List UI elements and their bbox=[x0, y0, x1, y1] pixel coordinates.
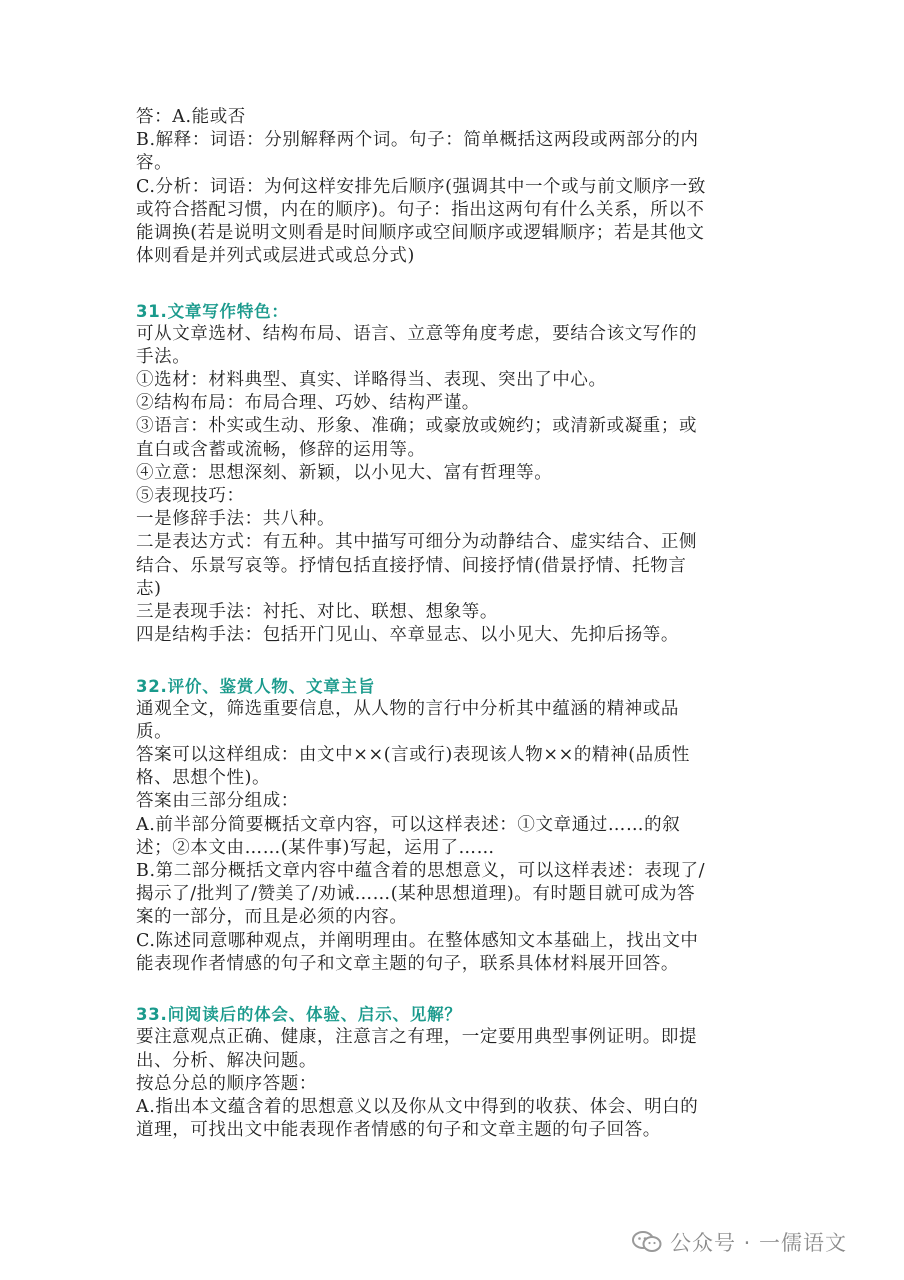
intro-answer-block bbox=[136, 106, 766, 268]
account-watermark bbox=[632, 1227, 847, 1257]
text-line: A.前半部分简要概括文章内容，可以这样表述：①文章通过……的叙 bbox=[136, 814, 681, 835]
text-line: C.陈述同意哪种观点，并阐明理由。在整体感知文本基础上，找出文中 bbox=[136, 930, 699, 951]
text-line: 出、分析、解决问题。 bbox=[136, 1050, 317, 1071]
text-line: 能表现作者情感的句子和文章主题的句子，联系具体材料展开回答。 bbox=[136, 953, 679, 974]
text-line: 答：A.能或否 bbox=[136, 107, 246, 127]
text-line: ⑤表现技巧： bbox=[136, 486, 245, 506]
section-32 bbox=[136, 675, 766, 976]
text-line: 质。 bbox=[136, 721, 173, 742]
text-line: 能调换(若是说明文则看是时间顺序或空间顺序或逻辑顺序；若是其他文 bbox=[136, 222, 705, 243]
text-line: 述；②本文由……(某件事)写起，运用了…… bbox=[136, 837, 495, 858]
text-line: 直白或含蓄或流畅，修辞的运用等。 bbox=[136, 439, 426, 460]
text-line: 格、思想个性)。 bbox=[136, 768, 271, 789]
text-line: ④立意：思想深刻、新颖，以小见大、富有哲理等。 bbox=[136, 462, 553, 483]
section-31 bbox=[136, 300, 766, 648]
text-line: 可从文章选材、结构布局、语言、立意等角度考虑，要结合该文写作的 bbox=[136, 323, 698, 344]
text-line: 结合、乐景写哀等。抒情包括直接抒情、间接抒情(借景抒情、托物言 bbox=[136, 555, 687, 576]
text-line: 一是修辞手法：共八种。 bbox=[136, 509, 336, 530]
text-line: 要注意观点正确、健康，注意言之有理，一定要用典型事例证明。即提 bbox=[136, 1027, 698, 1048]
document-page bbox=[136, 106, 766, 1142]
text-line: 或符合搭配习惯，内在的顺序)。句子：指出这两句有什么关系，所以不 bbox=[136, 199, 705, 220]
watermark-text: 公众号 · 一儒语文 bbox=[670, 1231, 848, 1255]
text-line: 手法。 bbox=[136, 346, 191, 367]
text-line: B.解释：词语：分别解释两个词。句子：简单概括这两段或两部分的内 bbox=[136, 130, 699, 151]
text-line: B.第二部分概括文章内容中蕴含着的思想意义，可以这样表述：表现了/ bbox=[136, 861, 706, 881]
section-33 bbox=[136, 1003, 766, 1142]
text-line: 志) bbox=[136, 578, 162, 599]
text-line: 二是表达方式：有五种。其中描写可细分为动静结合、虚实结合、正侧 bbox=[136, 532, 698, 553]
section-heading: 32.评价、鉴赏人物、文章主旨 bbox=[136, 676, 376, 696]
wechat-official-account-icon bbox=[632, 1230, 662, 1254]
text-line: ①选材：材料典型、真实、详略得当、表现、突出了中心。 bbox=[136, 370, 607, 391]
text-line: 四是结构手法：包括开门见山、卒章显志、以小见大、先抑后扬等。 bbox=[136, 625, 679, 646]
text-line: 道理，可找出文中能表现作者情感的句子和文章主题的句子回答。 bbox=[136, 1120, 661, 1141]
section-heading: 33.问阅读后的体会、体验、启示、见解？ bbox=[136, 1005, 462, 1025]
text-line: 答案由三部分组成： bbox=[136, 791, 299, 812]
text-line: 容。 bbox=[136, 153, 173, 174]
text-line: 体则看是并列式或层进式或总分式) bbox=[136, 246, 415, 267]
text-line: 案的一部分，而且是必须的内容。 bbox=[136, 907, 408, 928]
section-heading: 31.文章写作特色： bbox=[136, 301, 289, 321]
text-line: 按总分总的顺序答题： bbox=[136, 1073, 317, 1094]
text-line: 通观全文，筛选重要信息，从人物的言行中分析其中蕴涵的精神或品 bbox=[136, 698, 679, 719]
text-line: 答案可以这样组成：由文中××(言或行)表现该人物××的精神(品质性 bbox=[136, 745, 690, 766]
text-line: C.分析：词语：为何这样安排先后顺序(强调其中一个或与前文顺序一致 bbox=[136, 176, 706, 197]
text-line: A.指出本文蕴含着的思想意义以及你从文中得到的收获、体会、明白的 bbox=[136, 1096, 699, 1117]
text-line: 揭示了/批判了/赞美了/劝诫……(某种思想道理)。有时题目就可成为答 bbox=[136, 884, 696, 905]
text-line: ③语言：朴实或生动、形象、准确；或豪放或婉约；或清新或凝重；或 bbox=[136, 416, 698, 437]
text-line: ②结构布局：布局合理、巧妙、结构严谨。 bbox=[136, 393, 480, 414]
text-line: 三是表现手法：衬托、对比、联想、想象等。 bbox=[136, 601, 498, 622]
